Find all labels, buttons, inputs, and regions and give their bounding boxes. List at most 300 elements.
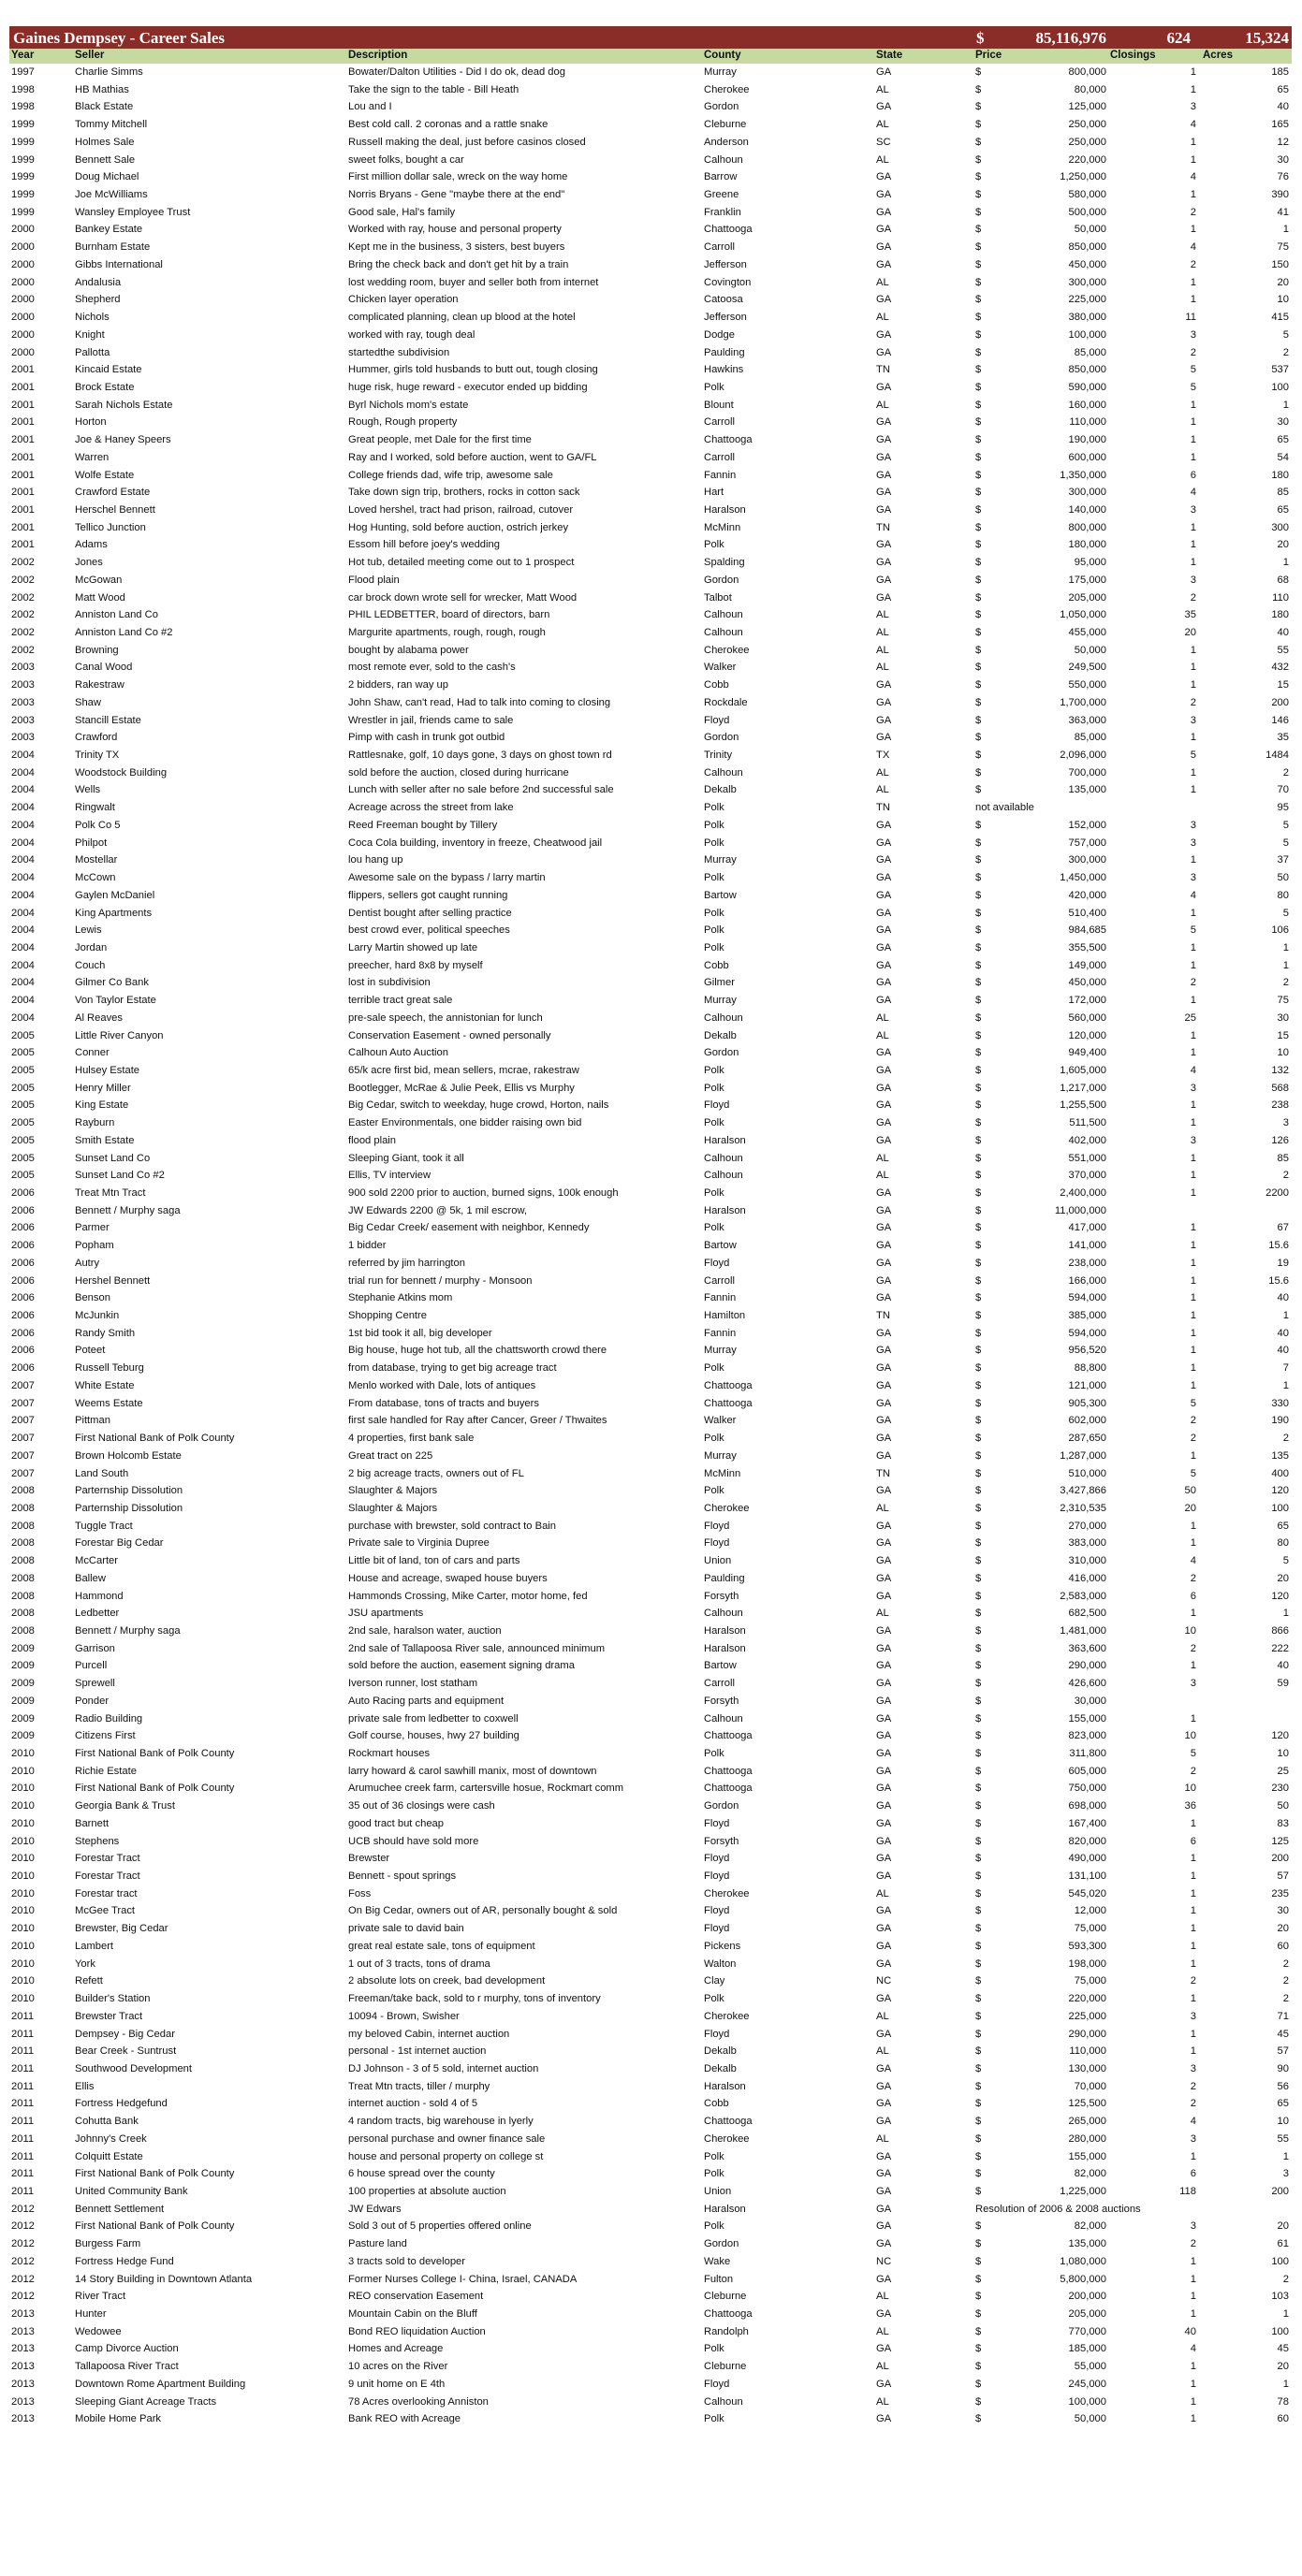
cell-acres: 85 [1277, 1152, 1289, 1164]
cell-seller: McJunkin [75, 1310, 120, 1322]
cell-closings: 1 [1190, 644, 1196, 656]
cell-closings: 1 [1190, 1117, 1196, 1129]
cell-acres: 100 [1271, 2325, 1289, 2337]
column-header-price: Price [975, 50, 1002, 61]
cell-county: McMinn [704, 1467, 741, 1479]
cell-dollar-sign: $ [975, 1047, 982, 1059]
cell-state: GA [876, 1292, 892, 1304]
cell-year: 2012 [11, 2273, 35, 2285]
cell-price: 50,000 [1074, 2413, 1106, 2425]
cell-county: Gilmer [704, 977, 735, 989]
cell-description: private sale to david bain [348, 1923, 464, 1935]
cell-closings: 1 [1190, 1345, 1196, 1357]
cell-seller: Shaw [75, 696, 101, 708]
cell-seller: First National Bank of Polk County [75, 2220, 235, 2233]
cell-state: GA [876, 907, 892, 919]
cell-acres: 1 [1282, 2378, 1289, 2390]
cell-acres: 2 [1282, 766, 1289, 779]
cell-closings: 1 [1190, 1187, 1196, 1199]
cell-year: 2012 [11, 2203, 35, 2215]
cell-price: 220,000 [1068, 1993, 1106, 2005]
cell-seller: Sunset Land Co [75, 1152, 151, 1164]
cell-state: GA [876, 66, 892, 78]
cell-closings: 1 [1190, 1029, 1196, 1041]
cell-dollar-sign: $ [975, 1187, 982, 1199]
cell-dollar-sign: $ [975, 312, 982, 324]
cell-price: 500,000 [1068, 206, 1106, 218]
cell-seller: Little River Canyon [75, 1029, 164, 1041]
cell-acres: 190 [1271, 1415, 1289, 1427]
cell-state: GA [876, 1274, 892, 1287]
cell-closings: 1 [1190, 2361, 1196, 2373]
cell-acres: 1 [1282, 941, 1289, 953]
cell-acres: 400 [1271, 1467, 1289, 1479]
table-row [9, 606, 1292, 624]
cell-county: Trinity [704, 750, 733, 762]
cell-price: 698,000 [1068, 1800, 1106, 1812]
table-row [9, 1902, 1292, 1920]
cell-seller: Bankey Estate [75, 224, 143, 236]
cell-description: Private sale to Virginia Dupree [348, 1537, 490, 1550]
cell-year: 2002 [11, 609, 35, 621]
cell-county: Calhoun [704, 766, 743, 779]
table-row [9, 484, 1292, 502]
cell-description: Mountain Cabin on the Bluff [348, 2308, 477, 2320]
table-row [9, 1167, 1292, 1185]
table-row [9, 1815, 1292, 1833]
cell-dollar-sign: $ [975, 977, 982, 989]
cell-price: 152,000 [1068, 819, 1106, 831]
cell-description: 65/k acre first bid, mean sellers, mcrae, rakestraw [348, 1064, 579, 1076]
cell-price: 88,800 [1074, 1362, 1106, 1375]
cell-description: Homes and Acreage [348, 2343, 444, 2355]
cell-state: AL [876, 662, 889, 674]
cell-county: Murray [704, 1345, 737, 1357]
cell-dollar-sign: $ [975, 1011, 982, 1024]
cell-year: 1999 [11, 189, 35, 201]
table-row [9, 239, 1292, 256]
cell-price: 550,000 [1068, 679, 1106, 691]
table-row [9, 467, 1292, 485]
cell-dollar-sign: $ [975, 2325, 982, 2337]
cell-price: 580,000 [1068, 189, 1106, 201]
cell-state: GA [876, 977, 892, 989]
table-row [9, 1605, 1292, 1623]
cell-closings: 3 [1190, 2062, 1196, 2074]
cell-acres: 330 [1271, 1397, 1289, 1409]
cell-closings: 50 [1184, 1485, 1196, 1497]
cell-state: GA [876, 1222, 892, 1234]
cell-dollar-sign: $ [975, 2150, 982, 2162]
cell-county: Jefferson [704, 312, 747, 324]
cell-state: GA [876, 1537, 892, 1550]
cell-closings: 1 [1190, 1940, 1196, 1952]
cell-description: personal purchase and owner finance sale [348, 2132, 546, 2145]
cell-seller: Johnny's Creek [75, 2132, 147, 2145]
cell-price: 2,096,000 [1060, 750, 1106, 762]
cell-seller: Kincaid Estate [75, 364, 142, 376]
cell-description: Freeman/take back, sold to r murphy, tons of inventory [348, 1993, 601, 2005]
table-row [9, 1745, 1292, 1763]
table-row [9, 1150, 1292, 1168]
cell-acres: 132 [1271, 1064, 1289, 1076]
cell-closings: 1 [1190, 1274, 1196, 1287]
cell-county: Floyd [704, 1923, 730, 1935]
cell-dollar-sign: $ [975, 854, 982, 866]
table-row [9, 1273, 1292, 1290]
cell-county: Hawkins [704, 364, 744, 376]
cell-state: GA [876, 171, 892, 183]
cell-seller: Ballew [75, 1572, 106, 1584]
cell-price: 50,000 [1074, 644, 1106, 656]
sales-spreadsheet [9, 26, 1292, 2428]
cell-price: 131,100 [1068, 1870, 1106, 1883]
cell-acres: 57 [1277, 1870, 1289, 1883]
cell-county: Covington [704, 276, 752, 288]
cell-dollar-sign: $ [975, 1029, 982, 1041]
cell-county: Floyd [704, 1099, 730, 1112]
cell-description: Loved hershel, tract had prison, railroad, cutover [348, 503, 574, 516]
cell-state: GA [876, 714, 892, 726]
cell-state: AL [876, 2361, 889, 2373]
cell-description: Bennett - spout springs [348, 1870, 457, 1883]
cell-price: 175,000 [1068, 574, 1106, 586]
cell-closings: 10 [1184, 1730, 1196, 1742]
cell-county: Paulding [704, 1572, 745, 1584]
cell-closings: 1 [1190, 1152, 1196, 1164]
cell-state: GA [876, 2343, 892, 2355]
cell-price: 956,520 [1068, 1345, 1106, 1357]
cell-price: 355,500 [1068, 941, 1106, 953]
cell-year: 2010 [11, 1853, 35, 1865]
cell-seller: Andalusia [75, 276, 122, 288]
cell-county: Talbot [704, 591, 732, 604]
cell-dollar-sign: $ [975, 819, 982, 831]
cell-state: GA [876, 1835, 892, 1847]
cell-acres: 65 [1277, 83, 1289, 95]
cell-closings: 1 [1190, 1327, 1196, 1339]
cell-description: On Big Cedar, owners out of AR, personally bought & sold [348, 1905, 618, 1917]
cell-county: Chattooga [704, 1397, 753, 1409]
cell-closings: 1 [1190, 1257, 1196, 1269]
cell-county: Calhoun [704, 1608, 743, 1620]
cell-state: GA [876, 2098, 892, 2110]
cell-dollar-sign: $ [975, 1660, 982, 1672]
cell-description: Essom hill before joey's wedding [348, 539, 500, 551]
cell-seller: Randy Smith [75, 1327, 136, 1339]
cell-year: 2004 [11, 941, 35, 953]
cell-state: GA [876, 1117, 892, 1129]
cell-dollar-sign: $ [975, 136, 982, 148]
cell-price: 190,000 [1068, 434, 1106, 446]
table-row [9, 835, 1292, 852]
cell-price: 1,250,000 [1060, 171, 1106, 183]
cell-state: AL [876, 2045, 889, 2058]
cell-county: Blount [704, 399, 734, 411]
cell-closings: 1 [1190, 1222, 1196, 1234]
cell-dollar-sign: $ [975, 1415, 982, 1427]
cell-price: 100,000 [1068, 2395, 1106, 2408]
cell-county: Murray [704, 66, 737, 78]
cell-closings: 1 [1190, 399, 1196, 411]
cell-closings: 1 [1190, 2291, 1196, 2303]
cell-seller: Cohutta Bank [75, 2116, 139, 2128]
cell-closings: 2 [1190, 591, 1196, 604]
cell-closings: 3 [1190, 503, 1196, 516]
table-row [9, 1010, 1292, 1027]
cell-year: 2003 [11, 662, 35, 674]
cell-year: 2004 [11, 784, 35, 796]
cell-year: 2010 [11, 1957, 35, 1970]
cell-state: AL [876, 1152, 889, 1164]
cell-county: Murray [704, 854, 737, 866]
cell-closings: 1 [1190, 2273, 1196, 2285]
cell-year: 2011 [11, 2150, 35, 2162]
cell-description: Lou and I [348, 101, 392, 113]
cell-price: 1,217,000 [1060, 1082, 1106, 1094]
cell-closings: 2 [1190, 1642, 1196, 1654]
cell-county: Cleburne [704, 2361, 747, 2373]
cell-seller: Radio Building [75, 1712, 143, 1725]
cell-county: McMinn [704, 521, 741, 533]
cell-closings: 3 [1190, 1134, 1196, 1146]
cell-year: 2001 [11, 487, 35, 499]
cell-state: GA [876, 1678, 892, 1690]
cell-dollar-sign: $ [975, 2028, 982, 2040]
cell-state: GA [876, 819, 892, 831]
cell-price: 185,000 [1068, 2343, 1106, 2355]
cell-closings: 10 [1184, 1783, 1196, 1795]
cell-description: 2 big acreage tracts, owners out of FL [348, 1467, 524, 1479]
cell-description: Bootlegger, McRae & Julie Peek, Ellis vs Murphy [348, 1082, 575, 1094]
cell-seller: Wansley Employee Trust [75, 206, 191, 218]
table-row [9, 572, 1292, 589]
cell-description: purchase with brewster, sold contract to Bain [348, 1520, 556, 1532]
cell-year: 2000 [11, 294, 35, 306]
cell-seller: Stancill Estate [75, 714, 141, 726]
cell-description: REO conservation Easement [348, 2291, 484, 2303]
cell-seller: Couch [75, 959, 106, 971]
cell-dollar-sign: $ [975, 416, 982, 429]
cell-state: GA [876, 1257, 892, 1269]
cell-acres: 1 [1282, 959, 1289, 971]
cell-county: Polk [704, 941, 724, 953]
cell-seller: Parmer [75, 1222, 110, 1234]
cell-seller: Crawford [75, 732, 118, 744]
cell-year: 2003 [11, 696, 35, 708]
cell-description: 1 bidder [348, 1240, 387, 1252]
table-row [9, 1920, 1292, 1938]
cell-acres: 41 [1277, 206, 1289, 218]
cell-state: NC [876, 1975, 892, 1987]
cell-description: Rattlesnake, golf, 10 days gone, 3 days on ghost town rd [348, 750, 612, 762]
cell-price: 270,000 [1068, 1520, 1106, 1532]
cell-year: 2002 [11, 557, 35, 569]
cell-description: Sold 3 out of 5 properties offered online [348, 2220, 532, 2233]
cell-dollar-sign: $ [975, 750, 982, 762]
cell-acres: 537 [1271, 364, 1289, 376]
cell-description: 6 house spread over the county [348, 2168, 495, 2180]
cell-seller: Rayburn [75, 1117, 115, 1129]
cell-price: 1,225,000 [1060, 2185, 1106, 2197]
cell-dollar-sign: $ [975, 1887, 982, 1899]
cell-closings: 1 [1190, 2028, 1196, 2040]
table-row [9, 1430, 1292, 1448]
cell-acres: 30 [1277, 1905, 1289, 1917]
cell-dollar-sign: $ [975, 1362, 982, 1375]
cell-price: 75,000 [1074, 1923, 1106, 1935]
cell-year: 2009 [11, 1678, 35, 1690]
cell-description: House and acreage, swaped house buyers [348, 1572, 548, 1584]
cell-state: GA [876, 941, 892, 953]
cell-seller: Burgess Farm [75, 2238, 141, 2250]
cell-state: AL [876, 2010, 889, 2022]
cell-dollar-sign: $ [975, 995, 982, 1007]
cell-price: 905,300 [1068, 1397, 1106, 1409]
cell-acres: 57 [1277, 2045, 1289, 2058]
table-row [9, 677, 1292, 694]
cell-acres: 100 [1271, 1502, 1289, 1514]
table-row [9, 2165, 1292, 2183]
cell-acres: 95 [1277, 802, 1289, 814]
cell-description: Acreage across the street from lake [348, 802, 514, 814]
cell-seller: Polk Co 5 [75, 819, 121, 831]
cell-year: 2006 [11, 1274, 35, 1287]
cell-seller: Purcell [75, 1660, 108, 1672]
cell-county: Murray [704, 995, 737, 1007]
cell-seller: Bennett Settlement [75, 2203, 165, 2215]
cell-year: 2011 [11, 2062, 35, 2074]
cell-description: 1 out of 3 tracts, tons of drama [348, 1957, 490, 1970]
cell-acres: 20 [1277, 1923, 1289, 1935]
cell-acres: 40 [1277, 1292, 1289, 1304]
cell-state: TN [876, 364, 890, 376]
cell-closings: 6 [1190, 1835, 1196, 1847]
cell-acres: 75 [1277, 995, 1289, 1007]
table-row [9, 361, 1292, 379]
cell-acres: 165 [1271, 119, 1289, 131]
cell-price: 265,000 [1068, 2116, 1106, 2128]
cell-dollar-sign: $ [975, 1608, 982, 1620]
cell-seller: Sprewell [75, 1678, 115, 1690]
cell-year: 2013 [11, 2395, 35, 2408]
table-row [9, 1044, 1292, 1062]
cell-price: 250,000 [1068, 119, 1106, 131]
cell-closings: 1 [1190, 1240, 1196, 1252]
cell-year: 2004 [11, 977, 35, 989]
cell-acres: 1 [1282, 399, 1289, 411]
cell-county: Fulton [704, 2273, 734, 2285]
column-header-closings: Closings [1110, 50, 1156, 61]
table-row [9, 2323, 1292, 2341]
cell-acres: 230 [1271, 1783, 1289, 1795]
cell-closings: 118 [1179, 2185, 1196, 2197]
cell-acres: 2 [1282, 1957, 1289, 1970]
cell-acres: 100 [1271, 381, 1289, 393]
cell-description: referred by jim harrington [348, 1257, 465, 1269]
cell-seller: Forestar Big Cedar [75, 1537, 164, 1550]
cell-state: GA [876, 1957, 892, 1970]
total-price-dollar-sign: $ [976, 29, 985, 47]
cell-seller: Bear Creek - Suntrust [75, 2045, 177, 2058]
cell-dollar-sign: $ [975, 1240, 982, 1252]
cell-county: Chattooga [704, 2308, 753, 2320]
cell-seller: Bennett / Murphy saga [75, 1624, 181, 1637]
cell-acres: 35 [1277, 732, 1289, 744]
cell-acres: 67 [1277, 1222, 1289, 1234]
cell-county: Floyd [704, 2378, 730, 2390]
cell-closings: 20 [1184, 1502, 1196, 1514]
cell-acres: 1 [1282, 2308, 1289, 2320]
cell-price: 160,000 [1068, 399, 1106, 411]
cell-seller: Richie Estate [75, 1765, 137, 1777]
cell-dollar-sign: $ [975, 1064, 982, 1076]
cell-county: Gordon [704, 574, 739, 586]
cell-seller: Joe McWilliams [75, 189, 148, 201]
cell-price: 850,000 [1068, 241, 1106, 254]
cell-year: 2001 [11, 416, 35, 429]
cell-dollar-sign: $ [975, 1730, 982, 1742]
cell-year: 2012 [11, 2291, 35, 2303]
cell-seller: Forestar tract [75, 1887, 138, 1899]
cell-acres: 40 [1277, 1327, 1289, 1339]
table-row [9, 2008, 1292, 2026]
cell-dollar-sign: $ [975, 276, 982, 288]
cell-price: 426,600 [1068, 1678, 1106, 1690]
table-row [9, 1500, 1292, 1518]
cell-year: 2007 [11, 1433, 35, 1445]
cell-closings: 5 [1190, 1397, 1196, 1409]
cell-seller: Smith Estate [75, 1134, 135, 1146]
cell-description: complicated planning, clean up blood at the hotel [348, 312, 576, 324]
cell-acres: 2 [1282, 1993, 1289, 2005]
cell-state: GA [876, 2203, 892, 2215]
table-row [9, 1623, 1292, 1640]
cell-state: GA [876, 294, 892, 306]
cell-closings: 5 [1190, 924, 1196, 937]
cell-acres: 30 [1277, 153, 1289, 166]
cell-year: 2001 [11, 451, 35, 463]
cell-state: GA [876, 1064, 892, 1076]
cell-price: 100,000 [1068, 328, 1106, 341]
cell-acres: 103 [1271, 2291, 1289, 2303]
cell-closings: 4 [1190, 487, 1196, 499]
cell-county: Wake [704, 2255, 731, 2267]
cell-description: Bowater/Dalton Utilities - Did I do ok, dead dog [348, 66, 565, 78]
cell-seller: Holmes Sale [75, 136, 135, 148]
cell-dollar-sign: $ [975, 1835, 982, 1847]
cell-closings: 1 [1190, 416, 1196, 429]
cell-state: AL [876, 312, 889, 324]
cell-description: Hot tub, detailed meeting come out to 1 prospect [348, 557, 575, 569]
cell-year: 1998 [11, 83, 35, 95]
cell-description: Lunch with seller after no sale before 2nd successful sale [348, 784, 614, 796]
cell-description: worked with ray, tough deal [348, 328, 475, 341]
cell-dollar-sign: $ [975, 434, 982, 446]
cell-dollar-sign: $ [975, 679, 982, 691]
cell-closings: 6 [1190, 469, 1196, 481]
cell-description: Brewster [348, 1853, 390, 1865]
cell-description: Take down sign trip, brothers, rocks in cotton sack [348, 487, 580, 499]
cell-description: 100 properties at absolute auction [348, 2185, 506, 2197]
cell-description: Bring the check back and don't get hit by a train [348, 258, 569, 270]
cell-county: Forsyth [704, 1695, 739, 1707]
cell-acres: 78 [1277, 2395, 1289, 2408]
cell-dollar-sign: $ [975, 294, 982, 306]
cell-county: Carroll [704, 1678, 735, 1690]
cell-acres: 5 [1282, 819, 1289, 831]
cell-closings: 1 [1190, 1923, 1196, 1935]
